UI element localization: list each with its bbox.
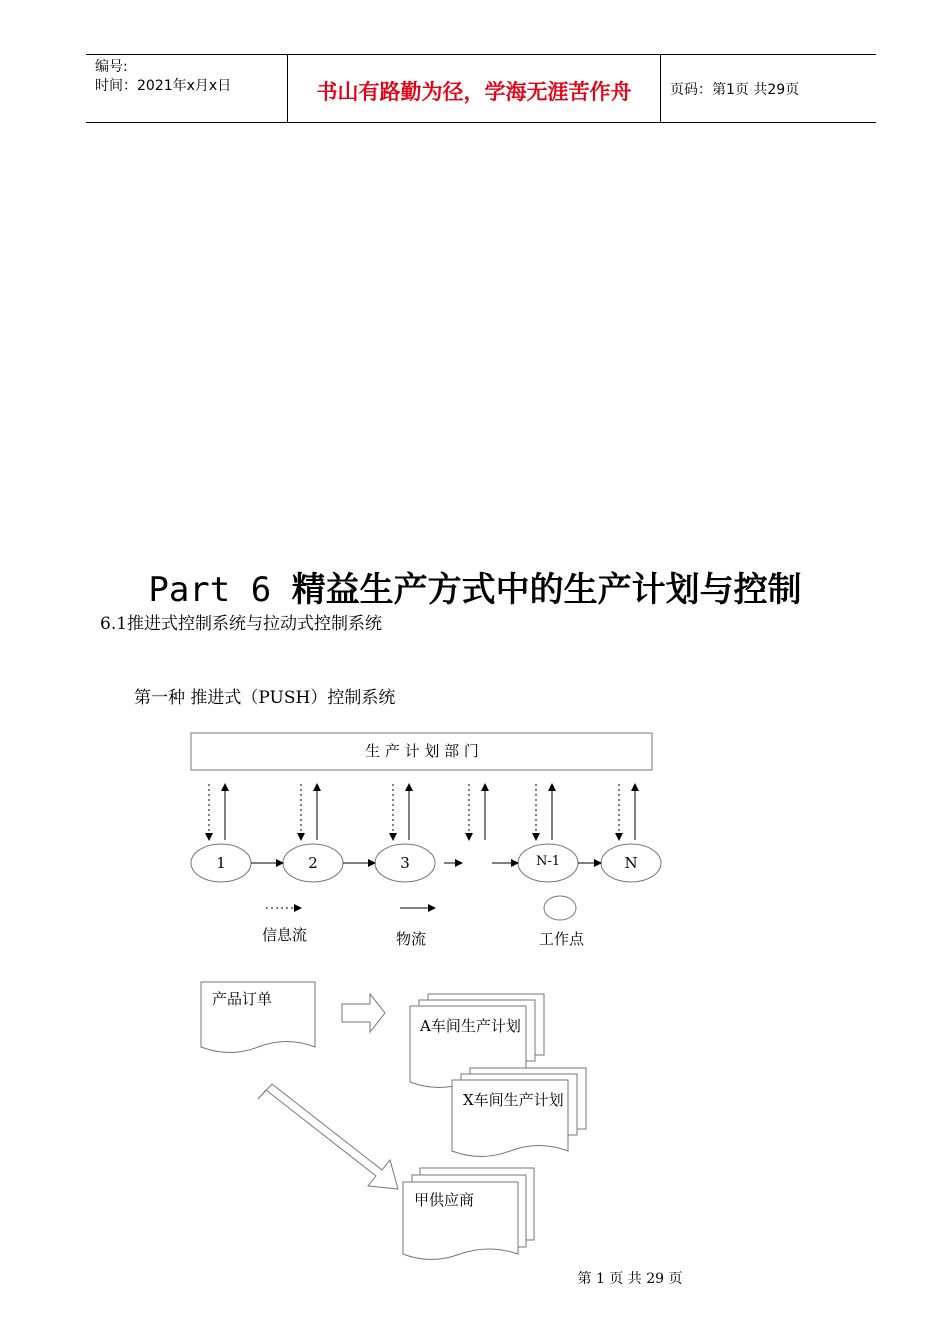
header-number-label: 编号: — [95, 59, 128, 75]
node-1-label: 1 — [216, 854, 226, 872]
node-3-label: 3 — [400, 854, 410, 872]
node-n-minus-1-label: N-1 — [535, 854, 561, 869]
order-to-plan-arrow — [342, 994, 385, 1032]
node-n-label: N — [624, 854, 638, 872]
legend-info-flow-label: 信息流 — [262, 926, 308, 944]
order-to-supplier-arrow — [258, 1084, 398, 1189]
plan-x-label: X车间生产计划 — [463, 1091, 564, 1109]
page-footer-text: 第 1 页 共 29 页 — [577, 1271, 683, 1287]
legend-work-point-shape — [544, 896, 576, 920]
header-time-label: 时间：2021年x月x日 — [95, 78, 232, 94]
header-motto: 书山有路勤为径，学海无涯苦作舟 — [316, 80, 632, 104]
header-page-label: 页码：第1页 共29页 — [670, 82, 800, 98]
page-footer — [0, 1268, 950, 1288]
legend-work-point-label: 工作点 — [539, 930, 585, 948]
legend-material-flow-label: 物流 — [396, 930, 427, 948]
subsection-heading: 第一种 推进式（PUSH）控制系统 — [134, 688, 396, 708]
node-2-label: 2 — [308, 854, 318, 872]
planning-department-label: 生 产 计 划 部 门 — [365, 742, 479, 760]
info-flow-arrows — [209, 784, 635, 840]
page-title-text: 精益生产方式中的生产计划与控制 — [291, 570, 802, 610]
plan-a-label: A车间生产计划 — [420, 1017, 521, 1035]
page-title-part: Part 6 — [148, 570, 272, 610]
supplier-label: 甲供应商 — [414, 1191, 475, 1209]
product-order-label: 产品订单 — [212, 990, 273, 1008]
section-heading: 6.1推进式控制系统与拉动式控制系统 — [100, 614, 383, 634]
